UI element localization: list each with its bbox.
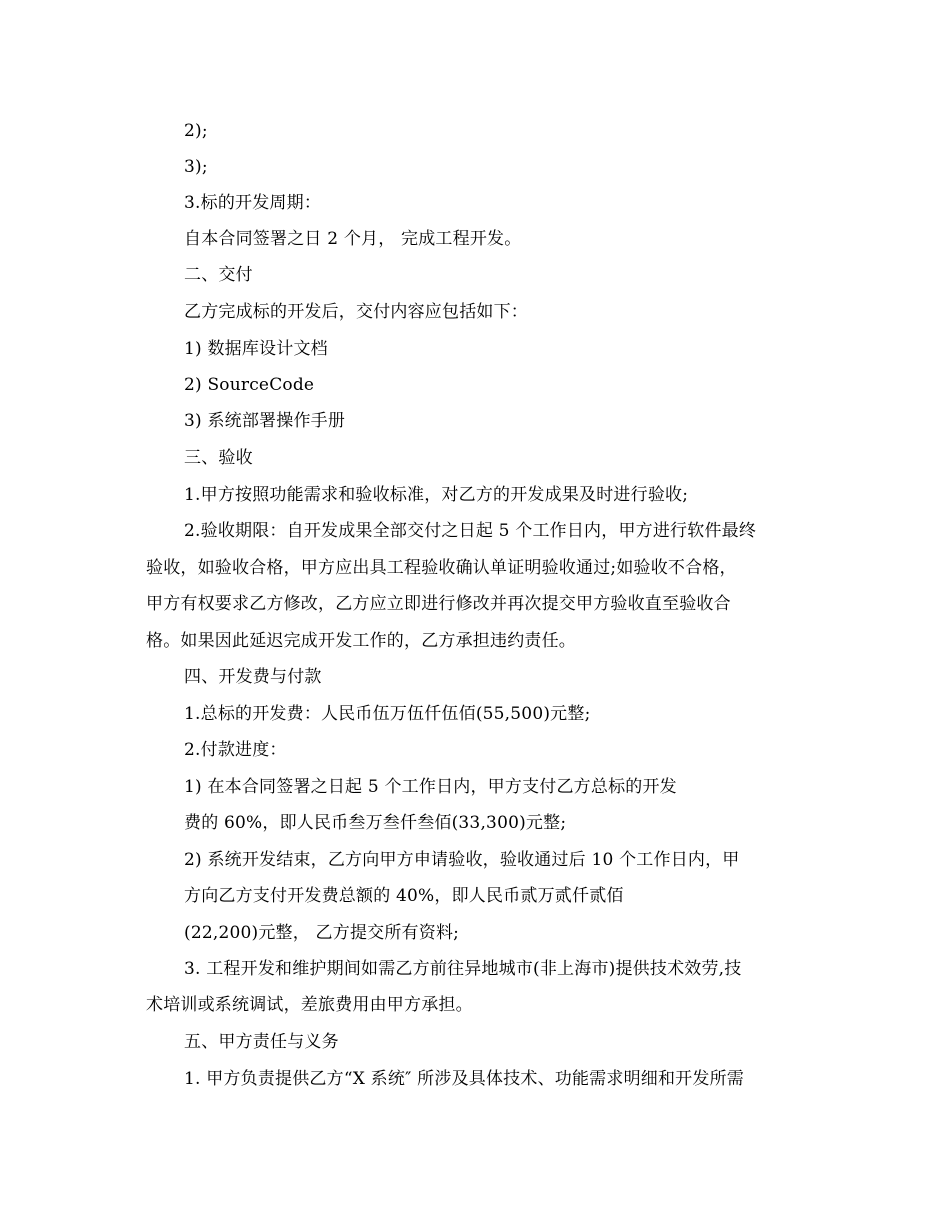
clause-payment-schedule: 2.付款进度： xyxy=(184,740,287,760)
payment-item-2-line2: 方向乙方支付开发费总额的 40%，即人民币贰万贰仟贰佰 xyxy=(184,886,624,906)
payment-item-2-line1: 2) 系统开发结束，乙方向甲方申请验收，验收通过后 10 个工作日内，甲 xyxy=(184,850,740,870)
paragraph-period-text: 自本合同签署之日 2 个月， 完成工程开发。 xyxy=(184,229,522,249)
clause-acceptance-1: 1.甲方按照功能需求和验收标准，对乙方的开发成果及时进行验收; xyxy=(184,485,689,505)
clause-acceptance-2-line2: 验收，如验收合格，甲方应出具工程验收确认单证明验收通过;如验收不合格， xyxy=(146,558,737,578)
clause-party-a-duty-1: 1. 甲方负责提供乙方“X 系统″ 所涉及具体技术、功能需求明细和开发所需 xyxy=(184,1069,744,1089)
list-item-3: 3); xyxy=(184,157,208,177)
clause-acceptance-2-line4: 格。如果因此延迟完成开发工作的，乙方承担违约责任。 xyxy=(146,631,576,651)
list-item-2: 2); xyxy=(184,121,208,141)
section-heading-party-a-duties: 五、甲方责任与义务 xyxy=(184,1032,339,1052)
section-heading-payment: 四、开发费与付款 xyxy=(184,667,322,687)
payment-item-1-line1: 1) 在本合同签署之日起 5 个工作日内，甲方支付乙方总标的开发 xyxy=(184,777,677,797)
list-item-deploy-manual: 3) 系统部署操作手册 xyxy=(184,411,346,431)
clause-acceptance-2-line3: 甲方有权要求乙方修改，乙方应立即进行修改并再次提交甲方验收直至验收合 xyxy=(146,594,731,614)
payment-item-2-line3: (22,200)元整， 乙方提交所有资料; xyxy=(184,923,460,943)
list-item-database-doc: 1) 数据库设计文档 xyxy=(184,339,328,359)
section-heading-delivery: 二、交付 xyxy=(184,265,253,285)
list-item-source-code: 2) SourceCode xyxy=(184,375,315,395)
clause-total-fee: 1.总标的开发费：人民币伍万伍仟伍佰(55,500)元整; xyxy=(184,704,591,724)
clause-acceptance-2-line1: 2.验收期限：自开发成果全部交付之日起 5 个工作日内，甲方进行软件最终 xyxy=(184,521,757,541)
clause-development-period: 3.标的开发周期： xyxy=(184,193,322,213)
paragraph-delivery-intro: 乙方完成标的开发后，交付内容应包括如下： xyxy=(184,302,528,322)
section-heading-acceptance: 三、验收 xyxy=(184,448,253,468)
clause-travel-expense-line1: 3. 工程开发和维护期间如需乙方前往异地城市(非上海市)提供技术效劳,技 xyxy=(184,959,742,979)
payment-item-1-line2: 费的 60%，即人民币叁万叁仟叁佰(33,300)元整; xyxy=(184,813,567,833)
clause-travel-expense-line2: 术培训或系统调试，差旅费用由甲方承担。 xyxy=(146,995,473,1015)
